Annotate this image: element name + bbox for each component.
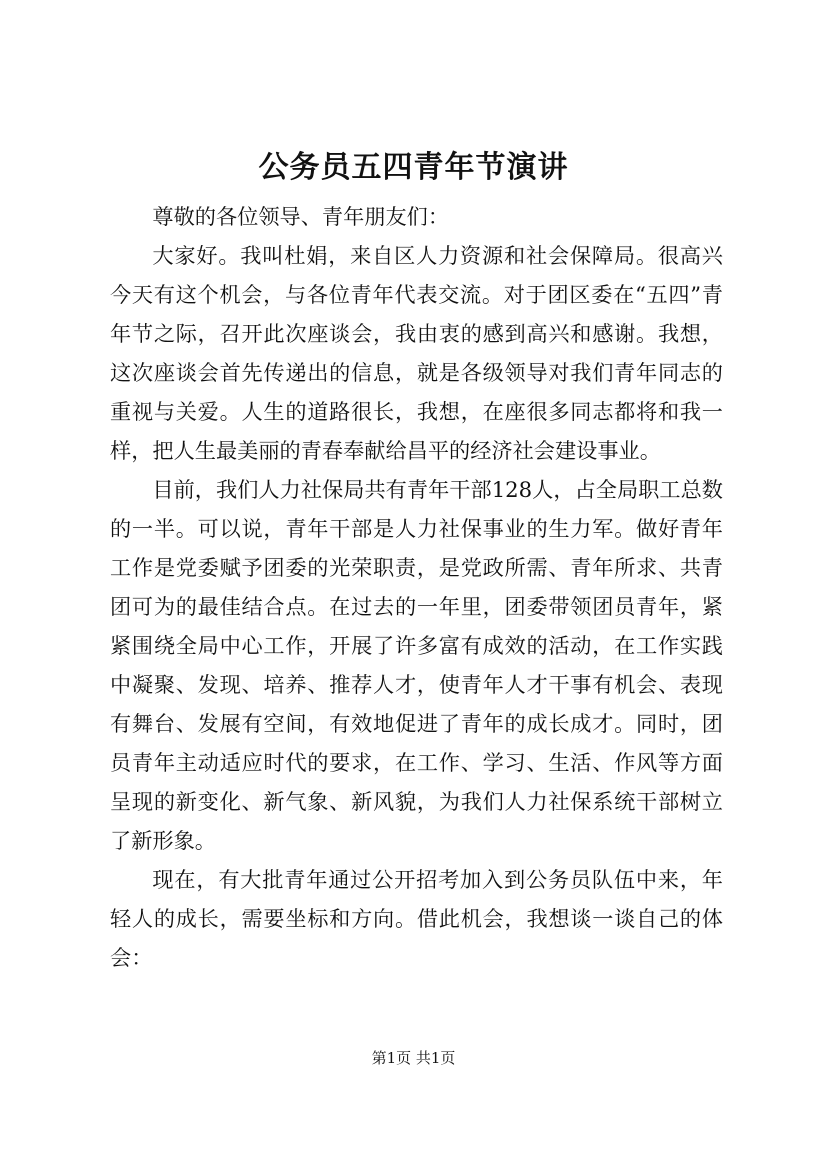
- document-body: [110, 197, 723, 977]
- body-paragraph-3: 现在，有大批青年通过公开招考加入到公务员队伍中来，年轻人的成长，需要坐标和方向。借此机会，我想谈一谈自己的体会：: [110, 867, 723, 970]
- body-paragraph-2: 目前，我们人力社保局共有青年干部128人，占全局职工总数的一半。可以说，青年干部是人力社保事业的生力军。做好青年工作是党委赋予团委的光荣职责，是党政所需、青年所求、共青团可为的最佳结合点。在过去的一年里，团委带领团员青年，紧紧围绕全局中心工作，开展了许多富有成效的活动，在工作实践中凝聚、发现、培养、推荐人才，使青年人才干事有机会、表现有舞台、发展有空间，有效地促进了青年的成长成才。同时，团员青年主动适应时代的要求，在工作、学习、生活、作风等方面呈现的新变化、新气象、新风貌，为我们人力社保系统干部树立了新形象。: [110, 477, 723, 853]
- page-number-footer: 第1页 共1页: [371, 1049, 456, 1067]
- salutation-paragraph: 尊敬的各位领导、青年朋友们：: [152, 204, 450, 229]
- body-paragraph-1: 大家好。我叫杜娟，来自区人力资源和社会保障局。很高兴今天有这个机会，与各位青年代表交流。对于团区委在“五四”青年节之际，召开此次座谈会，我由衷的感到高兴和感谢。我想，这次座谈会首先传递出的信息，就是各级领导对我们青年同志的重视与关爱。人生的道路很长，我想，在座很多同志都将和我一样，把人生最美丽的青春奉献给昌平的经济社会建设事业。: [110, 243, 723, 463]
- document-title: 公务员五四青年节演讲: [258, 150, 569, 185]
